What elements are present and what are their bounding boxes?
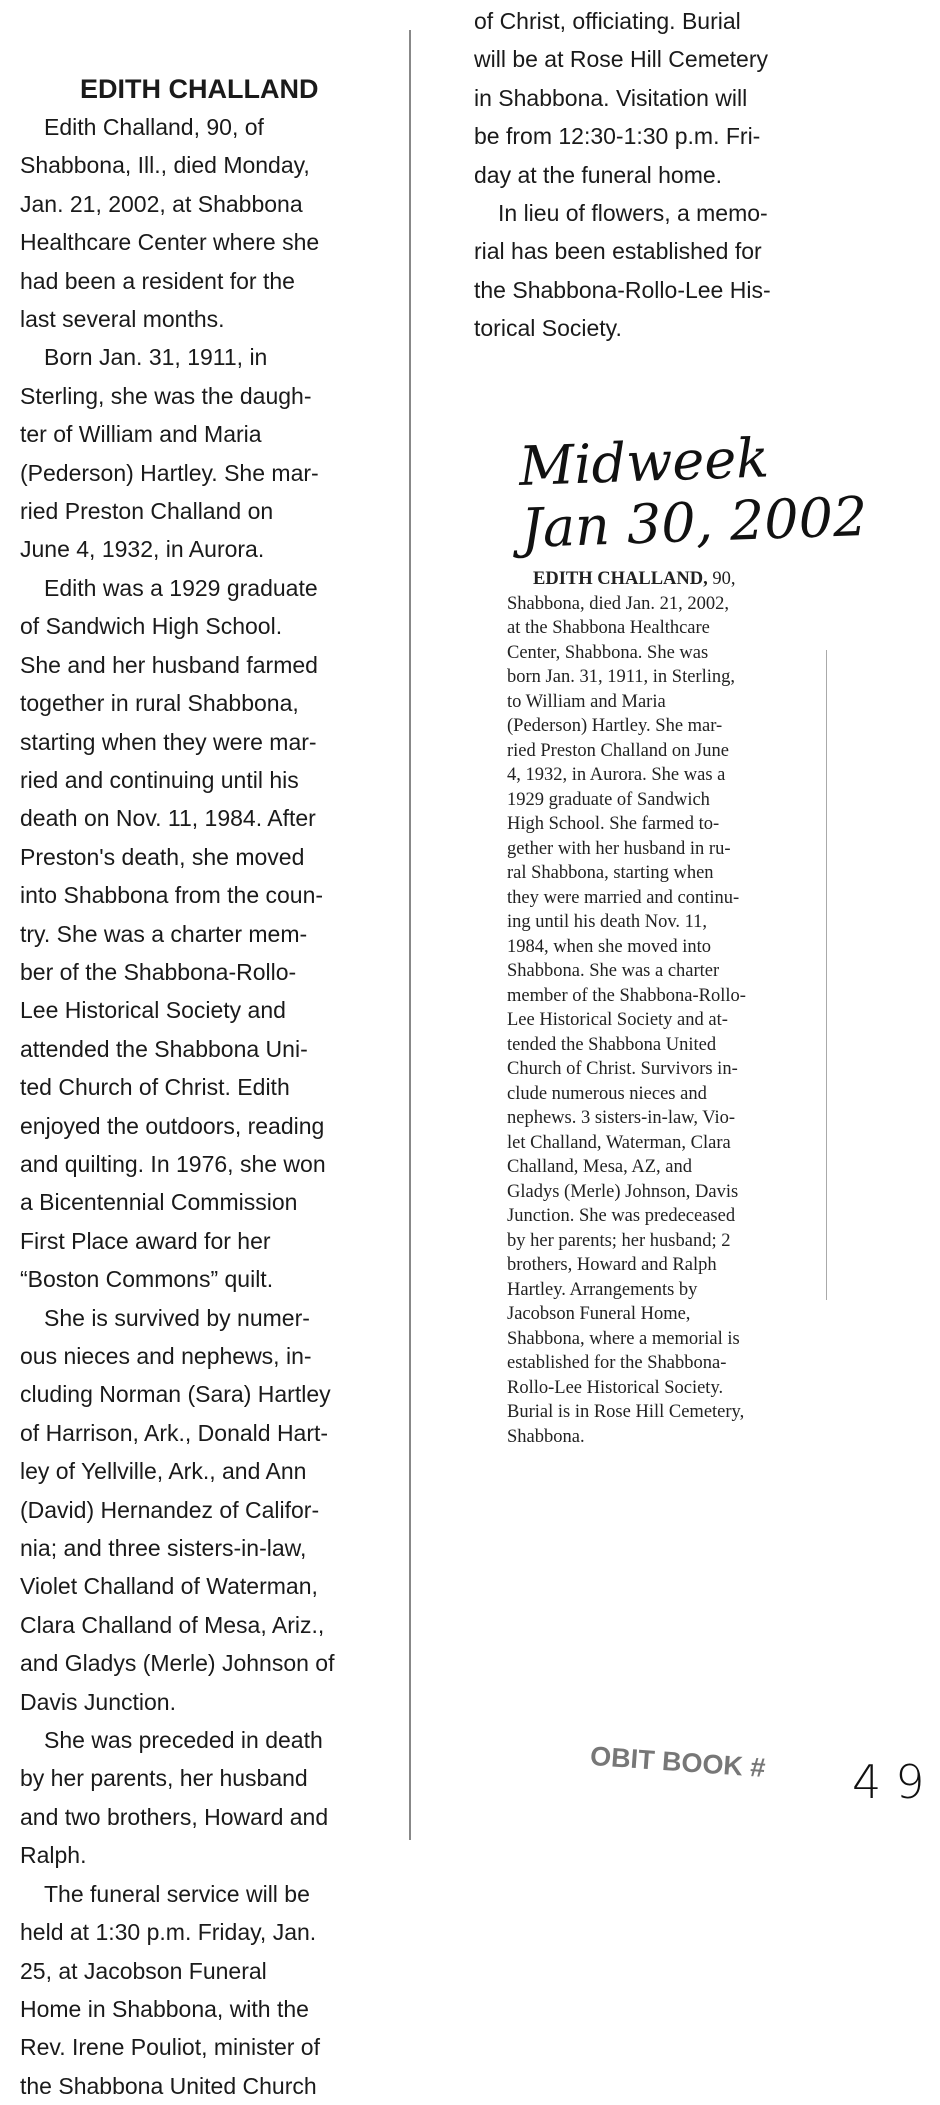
- text-line: of Sandwich High School.: [20, 613, 283, 640]
- text-line: day at the funeral home.: [474, 161, 723, 188]
- text-line: be from 12:30-1:30 p.m. Fri-: [474, 123, 761, 150]
- text-line: the Shabbona-Rollo-Lee His-: [474, 276, 771, 303]
- text-line: Rollo-Lee Historical Society.: [507, 1377, 724, 1398]
- text-line: Jan. 21, 2002, at Shabbona: [20, 190, 303, 217]
- text-line: in Shabbona. Visitation will: [474, 84, 748, 111]
- text-line: Junction. She was predeceased: [507, 1206, 736, 1226]
- text-line: Edith Challand, 90, of: [44, 114, 264, 140]
- text-line: cluding Norman (Sara) Hartley: [20, 1381, 331, 1408]
- text-line: ral Shabbona, starting when: [507, 863, 714, 883]
- text-line: let Challand, Waterman, Clara: [507, 1132, 731, 1153]
- text-line: Davis Junction.: [20, 1688, 176, 1715]
- handwritten-note: [518, 424, 868, 560]
- text-line: and two brothers, Howard and: [20, 1803, 329, 1830]
- text-line: High School. She farmed to-: [507, 814, 720, 834]
- text-line: they were married and continu-: [507, 887, 740, 908]
- text-line: Home in Shabbona, with the: [20, 1995, 309, 2022]
- text-line: 1984, when she moved into: [507, 936, 711, 957]
- text-line: Born Jan. 31, 1911, in: [44, 344, 268, 371]
- handwritten-publication: Midweek: [517, 426, 770, 499]
- text-line: brothers, Howard and Ralph: [507, 1255, 717, 1275]
- right-headline: EDITH CHALLAND,: [533, 569, 708, 589]
- text-line: Lee Historical Society and: [20, 997, 286, 1024]
- text-line: clude numerous nieces and: [507, 1083, 707, 1104]
- text-line: She is survived by numer-: [44, 1304, 310, 1331]
- text-line: “Boston Commons” quilt.: [20, 1266, 274, 1293]
- middle-article-body: [474, 2, 854, 348]
- text-line: of Harrison, Ark., Donald Hart-: [20, 1419, 329, 1446]
- text-line: at the Shabbona Healthcare: [507, 618, 710, 638]
- text-line: ted Church of Christ. Edith: [20, 1074, 290, 1101]
- text-line: Shabbona.: [507, 1426, 585, 1447]
- right-article: [507, 567, 825, 1449]
- text-line: Lee Historical Society and at-: [507, 1010, 728, 1030]
- text-line: enjoyed the outdoors, reading: [20, 1112, 325, 1139]
- text-line: rial has been established for: [474, 238, 762, 265]
- text-line: Shabbona, died Jan. 21, 2002,: [507, 593, 729, 614]
- text-line: ried Preston Challand on June: [507, 740, 729, 761]
- obit-book-stamp: OBIT BOOK #: [589, 1740, 767, 1784]
- text-line: will be at Rose Hill Cemetery: [474, 46, 768, 73]
- text-line: together in rural Shabbona,: [20, 690, 299, 717]
- obit-book-number: 49: [852, 1755, 939, 1809]
- text-line: death on Nov. 11, 1984. After: [20, 805, 316, 832]
- text-line: a Bicentennial Commission: [20, 1189, 298, 1216]
- column-divider: [409, 30, 411, 1840]
- text-line: ley of Yellville, Ark., and Ann: [20, 1458, 307, 1485]
- text-line: ing until his death Nov. 11,: [507, 912, 708, 932]
- text-line: ber of the Shabbona-Rollo-: [20, 958, 297, 985]
- text-line: Shabbona, Ill., died Monday,: [20, 152, 310, 179]
- text-line: She and her husband farmed: [20, 651, 318, 678]
- text-line: tended the Shabbona United: [507, 1034, 717, 1055]
- text-line: Healthcare Center where she: [20, 229, 320, 256]
- text-line: born Jan. 31, 1911, in Sterling,: [507, 667, 735, 687]
- text-line: Edith was a 1929 graduate: [44, 574, 318, 601]
- text-line: Sterling, she was the daugh-: [20, 382, 312, 409]
- handwritten-date: Jan 30, 2002: [520, 484, 869, 561]
- clipping-edge: [826, 650, 827, 1300]
- text-line: The funeral service will be: [44, 1880, 310, 1907]
- text-line: last several months.: [20, 306, 225, 333]
- text-line: She was preceded in death: [44, 1727, 323, 1754]
- text-line: ried and continuing until his: [20, 766, 299, 793]
- text-line: Burial is in Rose Hill Cemetery,: [507, 1402, 745, 1422]
- age: 90,: [707, 569, 736, 589]
- left-article-body: [20, 108, 400, 2105]
- text-line: Preston's death, she moved: [20, 843, 305, 870]
- text-line: Violet Challand of Waterman,: [20, 1573, 318, 1600]
- text-line: to William and Maria: [507, 691, 666, 712]
- text-line: Ralph.: [20, 1842, 87, 1869]
- right-article-body: [507, 592, 825, 1450]
- text-line: 4, 1932, in Aurora. She was a: [507, 765, 726, 785]
- text-line: Shabbona, where a memorial is: [507, 1328, 740, 1349]
- text-line: ter of William and Maria: [20, 421, 262, 448]
- text-line: had been a resident for the: [20, 267, 295, 294]
- headline: EDITH CHALLAND: [80, 74, 319, 104]
- text-line: 25, at Jacobson Funeral: [20, 1957, 267, 1984]
- text-line: 1929 graduate of Sandwich: [507, 789, 710, 810]
- text-line: (David) Hernandez of Califor-: [20, 1496, 320, 1523]
- text-line: into Shabbona from the coun-: [20, 882, 324, 909]
- text-line: Shabbona. She was a charter: [507, 961, 720, 981]
- text-line: June 4, 1932, in Aurora.: [20, 536, 265, 563]
- text-line: ous nieces and nephews, in-: [20, 1343, 312, 1369]
- text-line: Jacobson Funeral Home,: [507, 1304, 691, 1324]
- text-line: established for the Shabbona-: [507, 1353, 727, 1373]
- text-line: Church of Christ. Survivors in-: [507, 1059, 738, 1079]
- text-line: ried Preston Challand on: [20, 498, 274, 525]
- text-line: First Place award for her: [20, 1227, 271, 1254]
- text-line: by her parents; her husband; 2: [507, 1230, 731, 1251]
- text-line: by her parents, her husband: [20, 1765, 308, 1792]
- text-line: starting when they were mar-: [20, 728, 317, 755]
- text-line: Challand, Mesa, AZ, and: [507, 1157, 692, 1177]
- text-line: member of the Shabbona-Rollo-: [507, 985, 746, 1006]
- text-line: Rev. Irene Pouliot, minister of: [20, 2034, 320, 2061]
- left-article: [20, 70, 400, 2105]
- text-line: Center, Shabbona. She was: [507, 642, 709, 663]
- text-line: (Pederson) Hartley. She mar-: [507, 716, 723, 736]
- text-line: Gladys (Merle) Johnson, Davis: [507, 1181, 739, 1202]
- text-line: nia; and three sisters-in-law,: [20, 1535, 307, 1562]
- right-article-first-line: [507, 567, 825, 592]
- text-line: and Gladys (Merle) Johnson of: [20, 1650, 335, 1677]
- text-line: attended the Shabbona Uni-: [20, 1035, 308, 1062]
- text-line: and quilting. In 1976, she won: [20, 1150, 326, 1177]
- text-line: Hartley. Arrangements by: [507, 1279, 698, 1300]
- text-line: Clara Challand of Mesa, Ariz.,: [20, 1611, 325, 1638]
- text-line: gether with her husband in ru-: [507, 838, 731, 859]
- middle-article: [474, 2, 854, 348]
- text-line: the Shabbona United Church: [20, 2072, 317, 2099]
- text-line: In lieu of flowers, a memo-: [498, 200, 768, 227]
- text-line: try. She was a charter mem-: [20, 920, 308, 947]
- text-line: torical Society.: [474, 315, 622, 342]
- text-line: of Christ, officiating. Burial: [474, 8, 741, 34]
- text-line: held at 1:30 p.m. Friday, Jan.: [20, 1919, 317, 1946]
- text-line: (Pederson) Hartley. She mar-: [20, 459, 319, 486]
- text-line: nephews. 3 sisters-in-law, Vio-: [507, 1108, 736, 1128]
